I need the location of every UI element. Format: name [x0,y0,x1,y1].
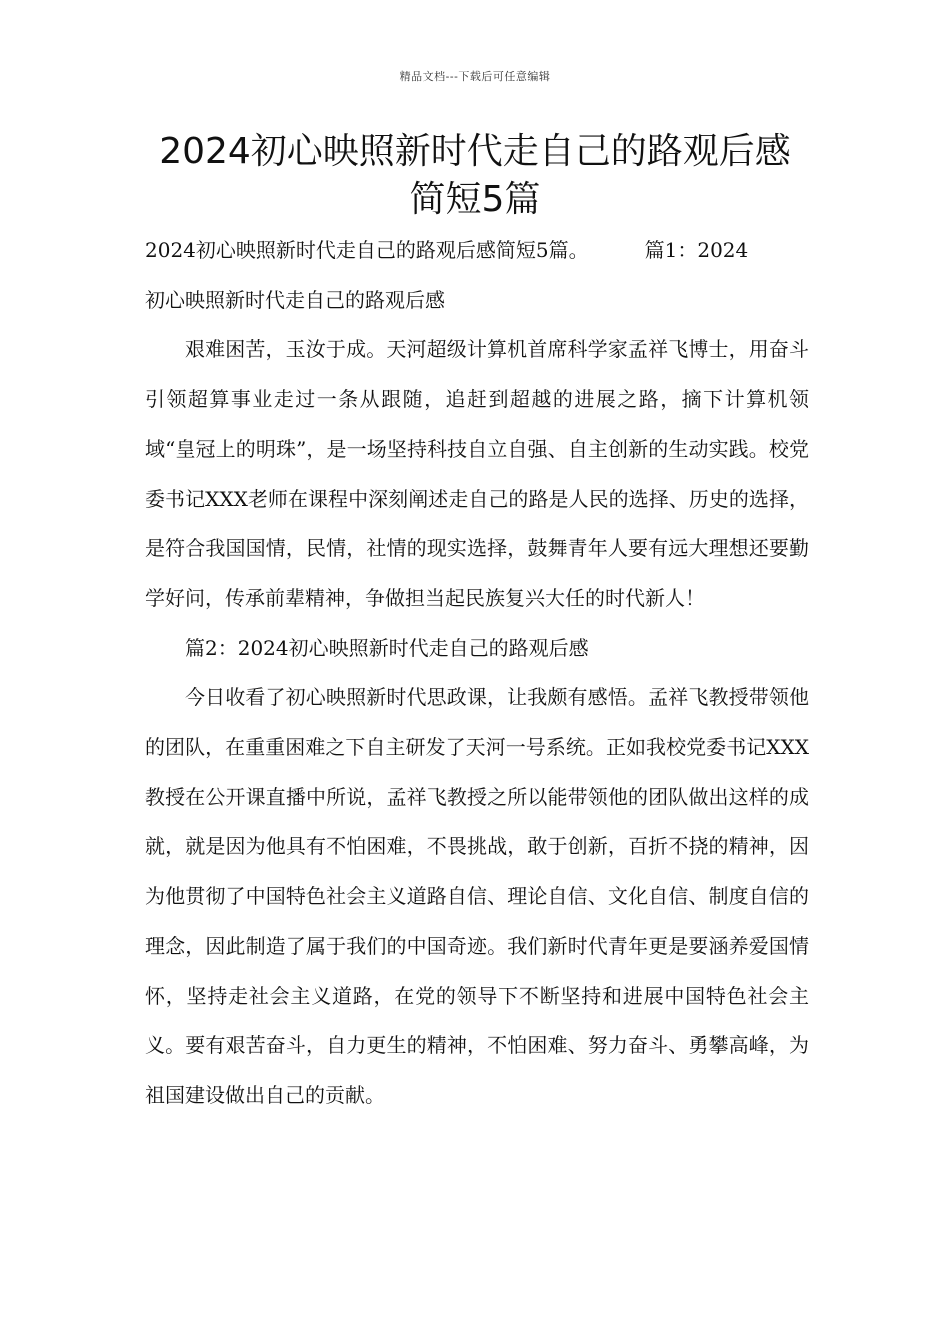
title-line-1: 2024初心映照新时代走自己的路观后感 [159,131,791,172]
title-line-2: 简短5篇 [409,179,541,220]
document-title [100,128,850,224]
section-2-heading: 篇2：2024初心映照新时代走自己的路观后感 [185,635,589,660]
intro-summary: 2024初心映照新时代走自己的路观后感简短5篇。 [145,238,589,262]
part1-label: 篇1：2024 [644,238,749,262]
paragraph-1: 艰难困苦，玉汝于成。天河超级计算机首席科学家孟祥飞博士，用奋斗引领超算事业走过一条从跟随，追赶到超越的进展之路，摘下计算机领域“皇冠上的明珠”，是一场坚持科技自立自强、自主创新的生动实践。校党委书记XXX老师在课程中深刻阐述走自己的路是人民的选择、历史的选择，是符合我国国情，民情，社情的现实选择，鼓舞青年人要有远大理想还要勤学好问，传承前辈精神，争做担当起民族复兴大任的时代新人！ [145,337,809,610]
header-note: 精品文档---下载后可任意编辑 [399,70,551,83]
document-body [145,226,809,1121]
intro-line [145,226,809,276]
paragraph-2: 今日收看了初心映照新时代思政课，让我颇有感悟。孟祥飞教授带领他的团队，在重重困难之下自主研发了天河一号系统。正如我校党委书记XXX教授在公开课直播中所说，孟祥飞教授之所以能带领他的团队做出这样的成就，就是因为他具有不怕困难，不畏挑战，敢于创新，百折不挠的精神，因为他贯彻了中国特色社会主义道路自信、理论自信、文化自信、制度自信的理念，因此制造了属于我们的中国奇迹。我们新时代青年更是要涵养爱国情怀，坚持走社会主义道路，在党的领导下不断坚持和进展中国特色社会主义。要有艰苦奋斗，自力更生的精神，不怕困难、努力奋斗、勇攀高峰，为祖国建设做出自己的贡献。 [145,685,809,1107]
part1-title-continuation: 初心映照新时代走自己的路观后感 [145,287,445,312]
